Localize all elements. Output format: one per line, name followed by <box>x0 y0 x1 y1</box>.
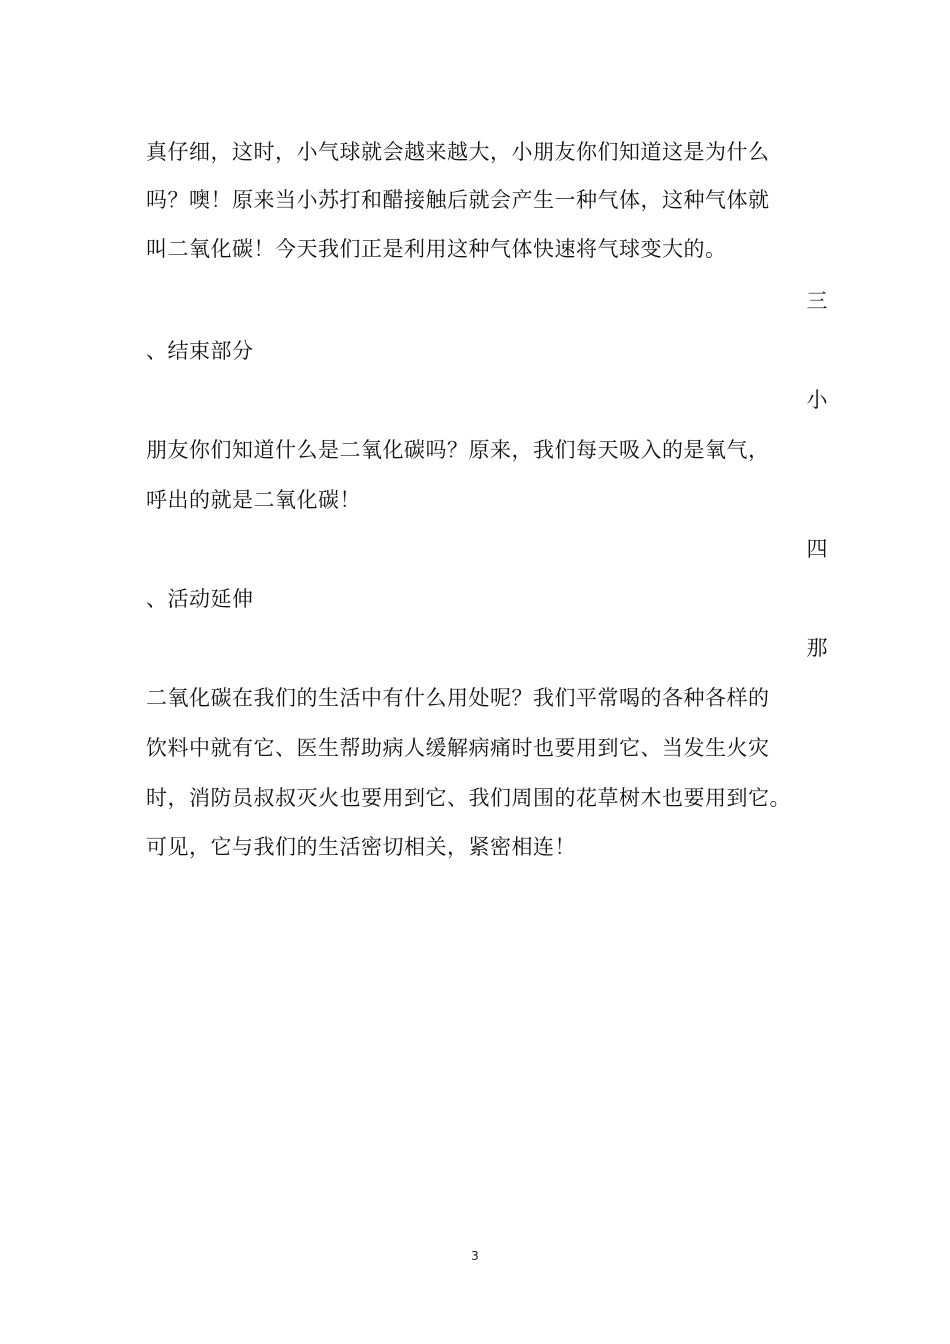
paragraph-line: 可见，它与我们的生活密切相关，紧密相连！ <box>146 835 576 859</box>
section-heading: 、结束部分 <box>146 339 254 363</box>
paragraph-line: 朋友你们知道什么是二氧化碳吗？原来，我们每天吸入的是氧气， <box>146 438 770 462</box>
section-number: 四 <box>806 537 828 561</box>
paragraph-line: 真仔细，这时，小气球就会越来越大，小朋友你们知道这是为什么 <box>146 140 770 164</box>
section-number: 三 <box>806 289 828 313</box>
paragraph-line: 时，消防员叔叔灭火也要用到它、我们周围的花草树木也要用到它。 <box>146 786 791 810</box>
paragraph-line: 叫二氧化碳！今天我们正是利用这种气体快速将气球变大的。 <box>146 237 727 261</box>
paragraph-line: 那 <box>806 636 828 660</box>
paragraph-line: 饮料中就有它、医生帮助病人缓解病痛时也要用到它、当发生火灾 <box>146 736 770 760</box>
page-number: 3 <box>471 1249 479 1263</box>
paragraph-line: 小 <box>806 388 828 412</box>
section-heading: 、活动延伸 <box>146 587 254 611</box>
paragraph-line: 二氧化碳在我们的生活中有什么用处呢？我们平常喝的各种各样的 <box>146 686 770 710</box>
paragraph-line: 吗？噢！原来当小苏打和醋接触后就会产生一种气体，这种气体就 <box>146 188 770 212</box>
paragraph-line: 呼出的就是二氧化碳！ <box>146 488 361 512</box>
